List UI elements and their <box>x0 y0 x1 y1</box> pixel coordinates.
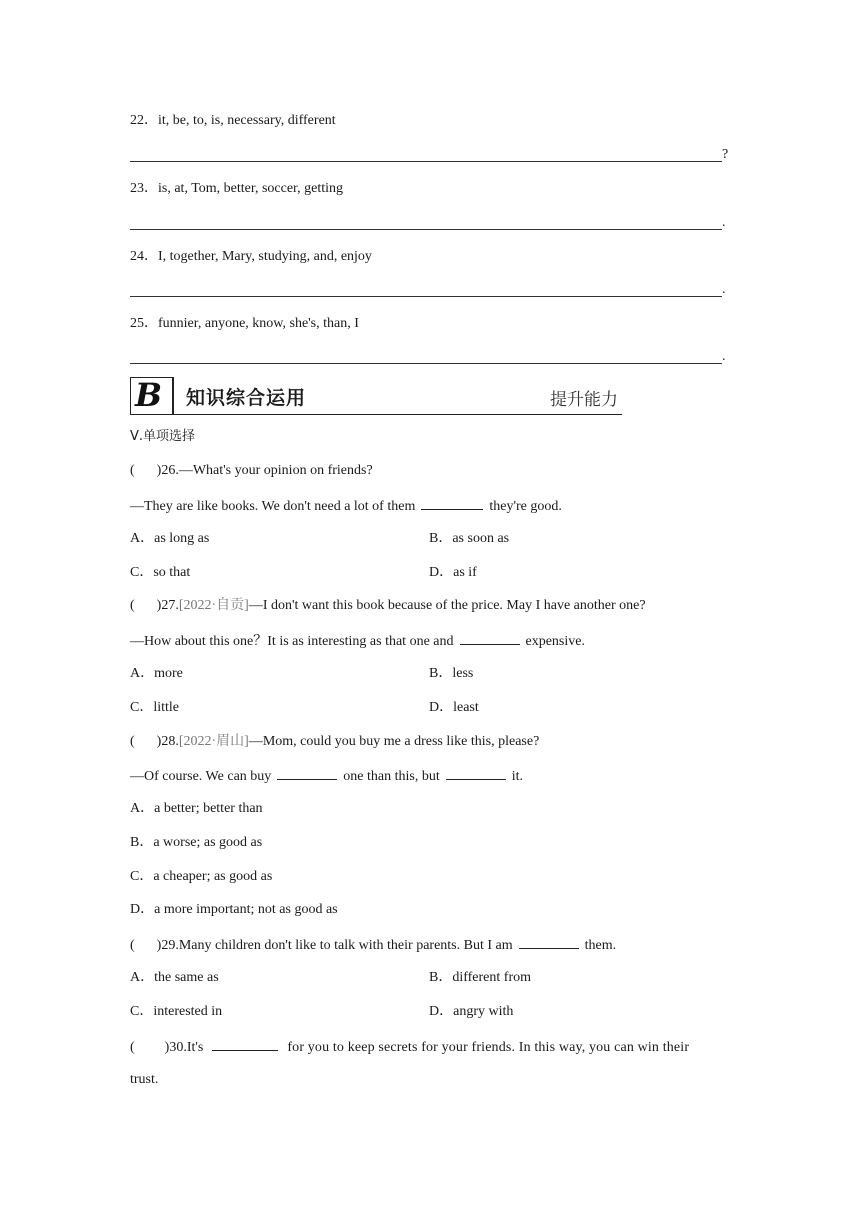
answer-line-24[interactable] <box>130 296 722 297</box>
question-number: 23． <box>130 181 158 196</box>
answer-end-mark: . <box>722 349 726 364</box>
option-d[interactable]: D．a more important; not as good as <box>130 902 338 917</box>
section-heading: Ⅴ.单项选择 <box>130 429 196 444</box>
question-text: )30.It's <box>164 1040 204 1055</box>
question-23-prompt <box>130 180 343 198</box>
question-30 <box>130 1037 689 1057</box>
answer-line-25[interactable] <box>130 363 722 364</box>
banner-letter: B <box>135 376 163 414</box>
banner-title: 知识综合运用 <box>186 387 307 409</box>
question-28 <box>130 733 539 751</box>
question-26 <box>130 462 373 480</box>
section-banner <box>130 377 622 415</box>
fill-blank[interactable] <box>212 1037 278 1051</box>
question-number: 22． <box>130 113 158 128</box>
question-27 <box>130 597 646 615</box>
question-22-prompt <box>130 112 336 130</box>
question-text: —Mom, could you buy me a dress like this, please? <box>248 734 540 749</box>
fill-blank[interactable] <box>519 935 579 949</box>
option-d[interactable]: D．as if <box>429 565 477 580</box>
option-a[interactable]: A．as long as <box>130 531 210 546</box>
question-text: —How about this one？It is as interesting as that one and <box>130 634 454 649</box>
fill-blank[interactable] <box>277 766 337 780</box>
question-text: they're good. <box>489 499 562 514</box>
question-text: one than this, but <box>343 769 440 784</box>
option-c[interactable]: C．little <box>130 700 179 715</box>
word-list: it, be, to, is, necessary, different <box>158 113 336 128</box>
option-b[interactable]: B．less <box>429 666 474 681</box>
question-text: for you to keep secrets for your friends. In this way, you can win their <box>287 1040 690 1055</box>
option-c[interactable]: C．so that <box>130 565 191 580</box>
question-text: )29.Many children don't like to talk with their parents. But I am <box>156 938 513 953</box>
question-number: )28. <box>156 734 179 749</box>
option-a[interactable]: A．the same as <box>130 970 219 985</box>
answer-bracket[interactable]: ( <box>130 463 135 478</box>
answer-bracket[interactable]: ( <box>130 1040 135 1055</box>
question-text: them. <box>584 938 617 953</box>
question-26-line2 <box>130 496 562 516</box>
question-text: —They are like books. We don't need a lot of them <box>130 499 416 514</box>
question-text: —Of course. We can buy <box>130 769 272 784</box>
question-number: 25． <box>130 316 158 331</box>
answer-end-mark: . <box>722 282 726 297</box>
banner-divider <box>172 377 174 414</box>
question-number: )27. <box>156 598 179 613</box>
option-a[interactable]: A．a better; better than <box>130 801 263 816</box>
answer-end-mark: . <box>722 215 726 230</box>
question-27-line2 <box>130 631 585 651</box>
answer-bracket[interactable]: ( <box>130 734 135 749</box>
option-b[interactable]: B．a worse; as good as <box>130 835 263 850</box>
answer-line-22[interactable] <box>130 161 722 162</box>
question-source: [2022·眉山] <box>178 734 249 749</box>
question-text: —I don't want this book because of the price. May I have another one? <box>248 598 646 613</box>
banner-letter-box <box>130 377 173 415</box>
option-d[interactable]: D．least <box>429 700 479 715</box>
question-number: 24． <box>130 249 158 264</box>
word-list: I, together, Mary, studying, and, enjoy <box>158 249 372 264</box>
question-text: it. <box>511 769 524 784</box>
question-25-prompt <box>130 315 359 333</box>
question-source: [2022·自贡] <box>178 598 249 613</box>
answer-bracket[interactable]: ( <box>130 598 135 613</box>
answer-line-23[interactable] <box>130 229 722 230</box>
word-list: funnier, anyone, know, she's, than, I <box>158 316 359 331</box>
answer-end-mark: ? <box>722 147 729 162</box>
option-d[interactable]: D．angry with <box>429 1004 514 1019</box>
question-text: expensive. <box>525 634 585 649</box>
option-c[interactable]: C．a cheaper; as good as <box>130 869 273 884</box>
fill-blank[interactable] <box>421 496 483 510</box>
fill-blank[interactable] <box>446 766 506 780</box>
option-c[interactable]: C．interested in <box>130 1004 223 1019</box>
question-29 <box>130 935 616 955</box>
question-30-line2: trust. <box>130 1072 159 1087</box>
option-b[interactable]: B．as soon as <box>429 531 510 546</box>
question-text: )26.—What's your opinion on friends? <box>156 463 373 478</box>
fill-blank[interactable] <box>460 631 520 645</box>
banner-subtitle: 提升能力 <box>550 390 618 410</box>
banner-underline <box>130 414 622 415</box>
option-b[interactable]: B．different from <box>429 970 531 985</box>
question-24-prompt <box>130 248 372 266</box>
question-28-line2 <box>130 766 523 786</box>
option-a[interactable]: A．more <box>130 666 183 681</box>
answer-bracket[interactable]: ( <box>130 938 135 953</box>
word-list: is, at, Tom, better, soccer, getting <box>158 181 344 196</box>
